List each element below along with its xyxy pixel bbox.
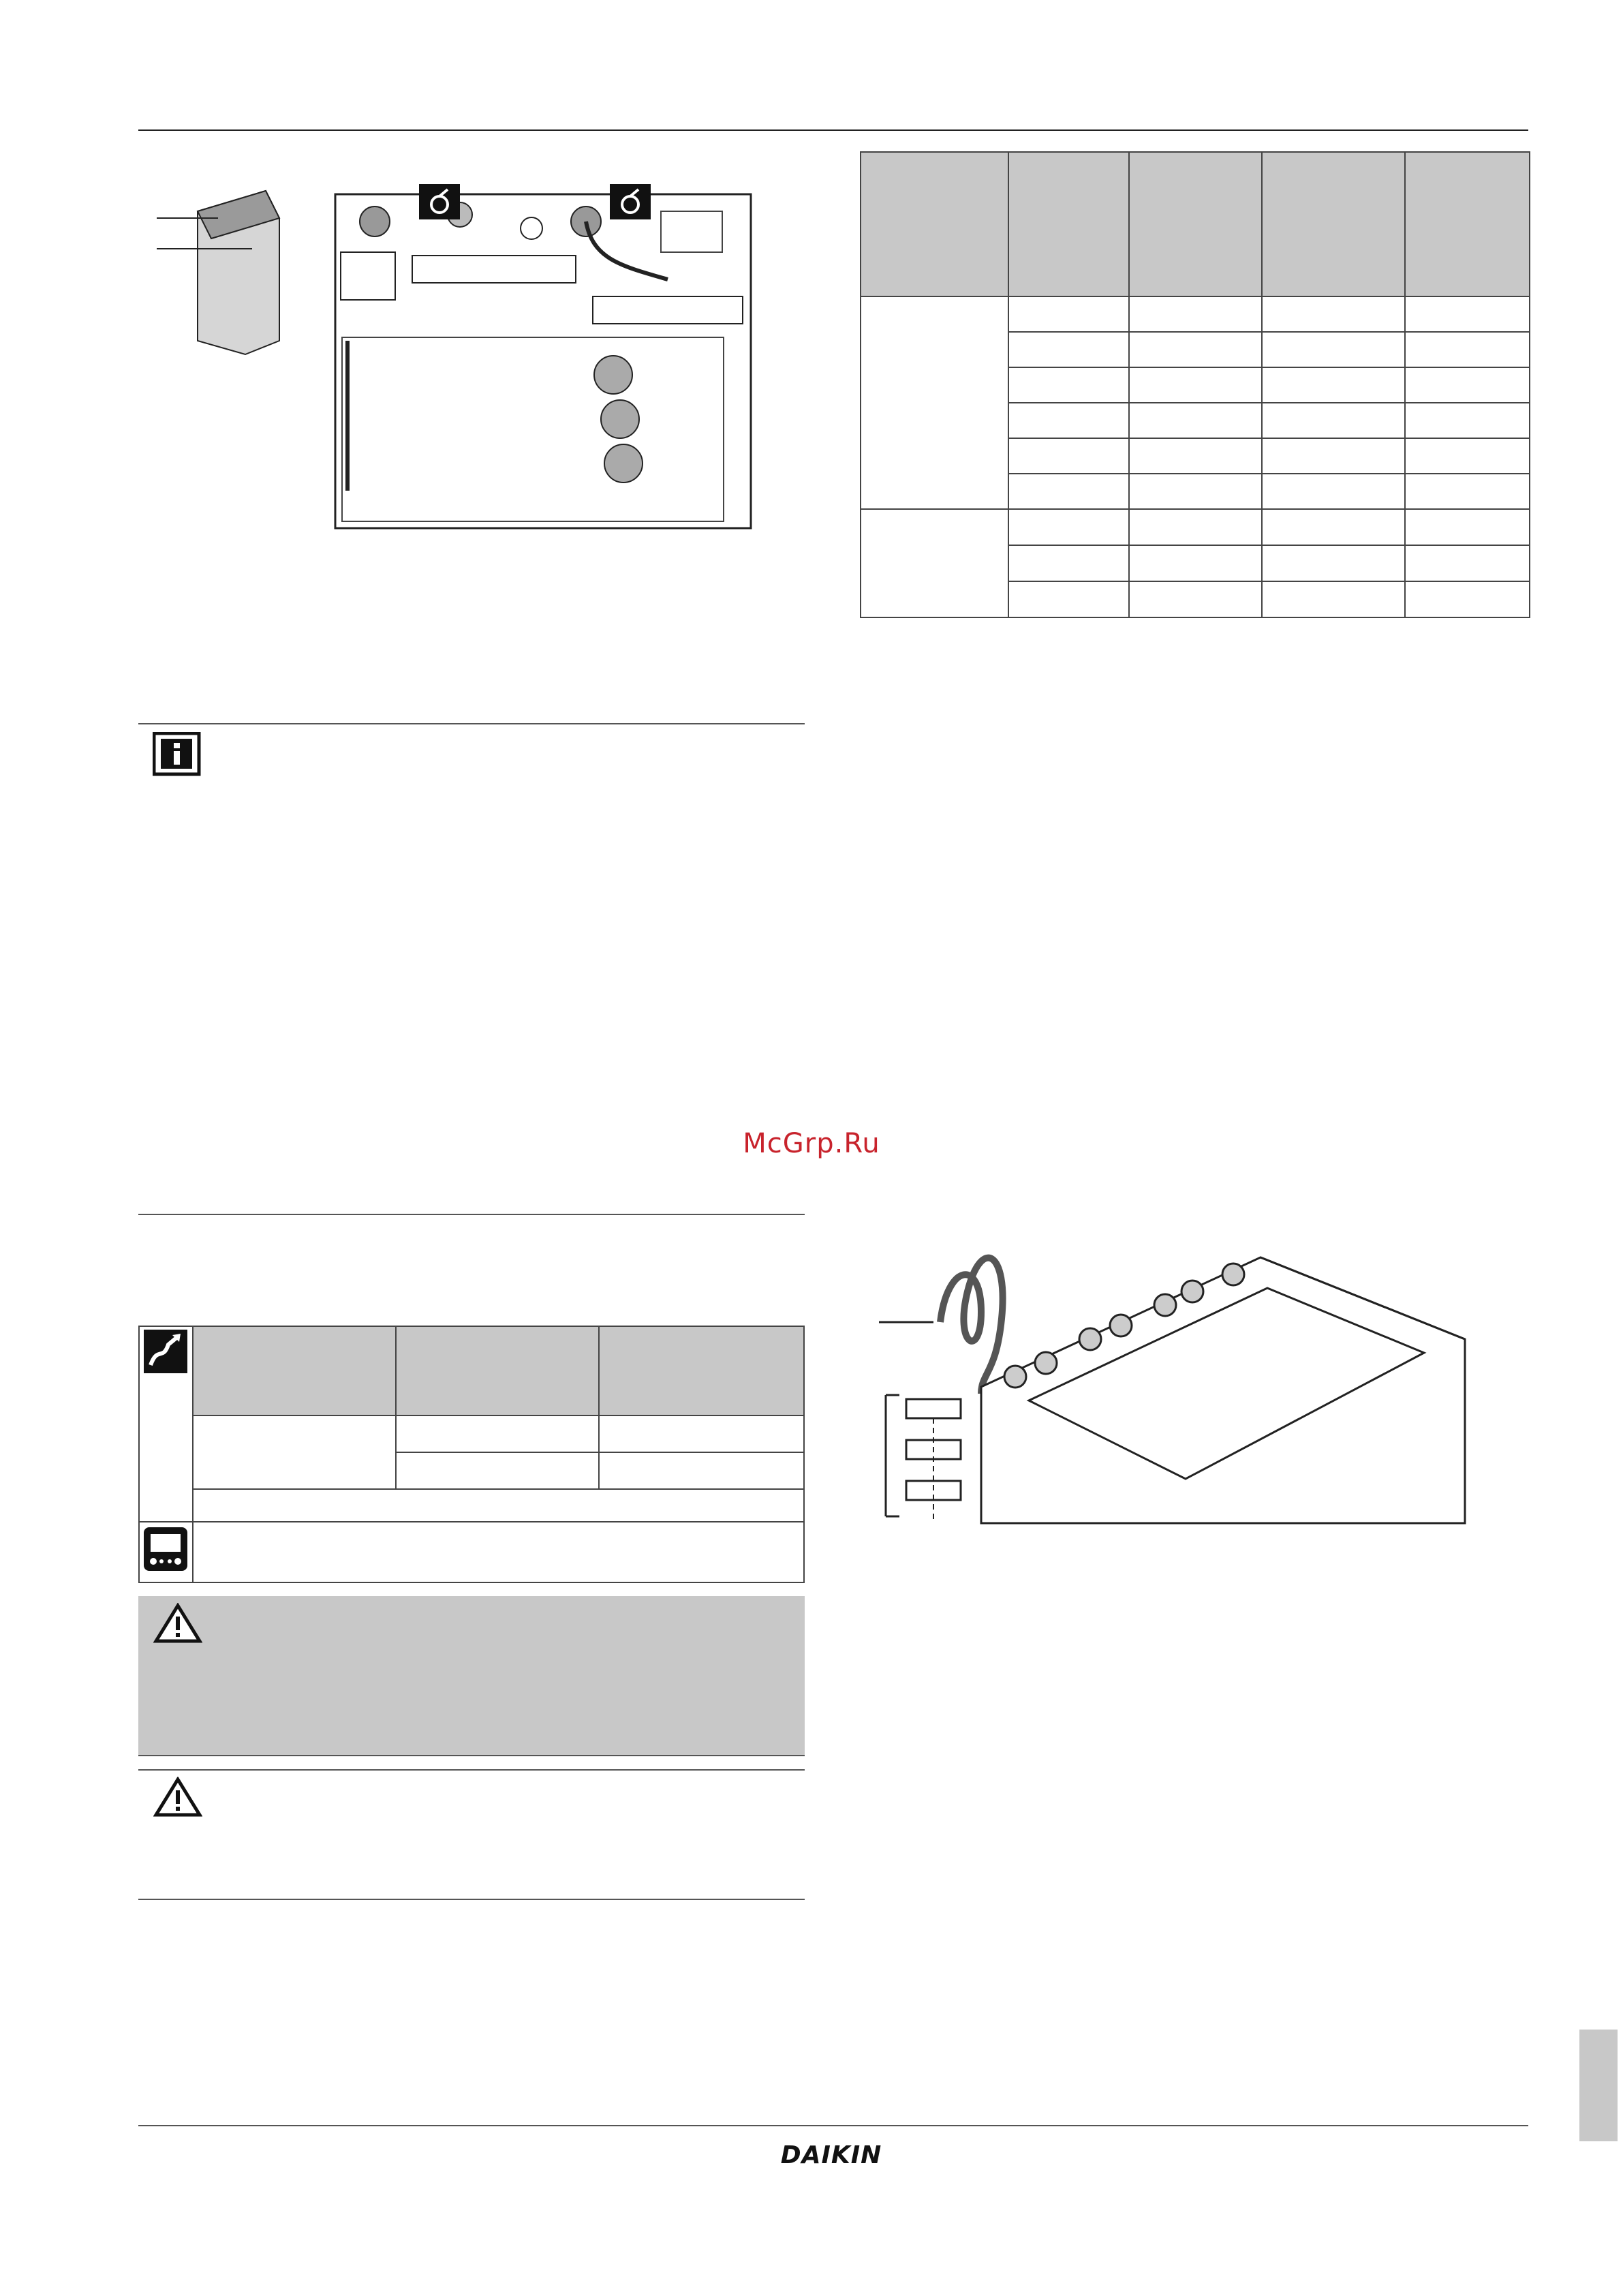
side-tab <box>1579 2030 1618 2141</box>
brand-logo: DAIKIN <box>780 2141 882 2169</box>
info-icon <box>153 732 202 777</box>
warning-rule-1 <box>138 1755 805 1756</box>
watermark: McGrp.Ru <box>743 1128 880 1159</box>
installer-icon <box>144 1330 187 1373</box>
user-interface-icon <box>144 1527 187 1571</box>
top-rule <box>138 129 1528 131</box>
wiring-table <box>860 151 1531 619</box>
section-rule <box>138 1214 805 1215</box>
warning-icon <box>153 1603 202 1644</box>
unit-top-figure <box>879 1237 1485 1530</box>
unit-overview-drawing <box>157 191 279 354</box>
switch-box-figure <box>143 184 770 538</box>
settings-table <box>138 1326 806 1585</box>
footer-rule <box>138 2125 1528 2126</box>
warning-box-1 <box>138 1596 805 1755</box>
switch-box-drawing <box>335 194 751 528</box>
warning-rule-2-top <box>138 1769 805 1771</box>
torque-wrench-icon <box>419 184 460 219</box>
torque-wrench-icon <box>610 184 651 219</box>
info-rule <box>138 723 805 724</box>
warning-icon <box>153 1777 202 1818</box>
warning-rule-2-bottom <box>138 1899 805 1900</box>
